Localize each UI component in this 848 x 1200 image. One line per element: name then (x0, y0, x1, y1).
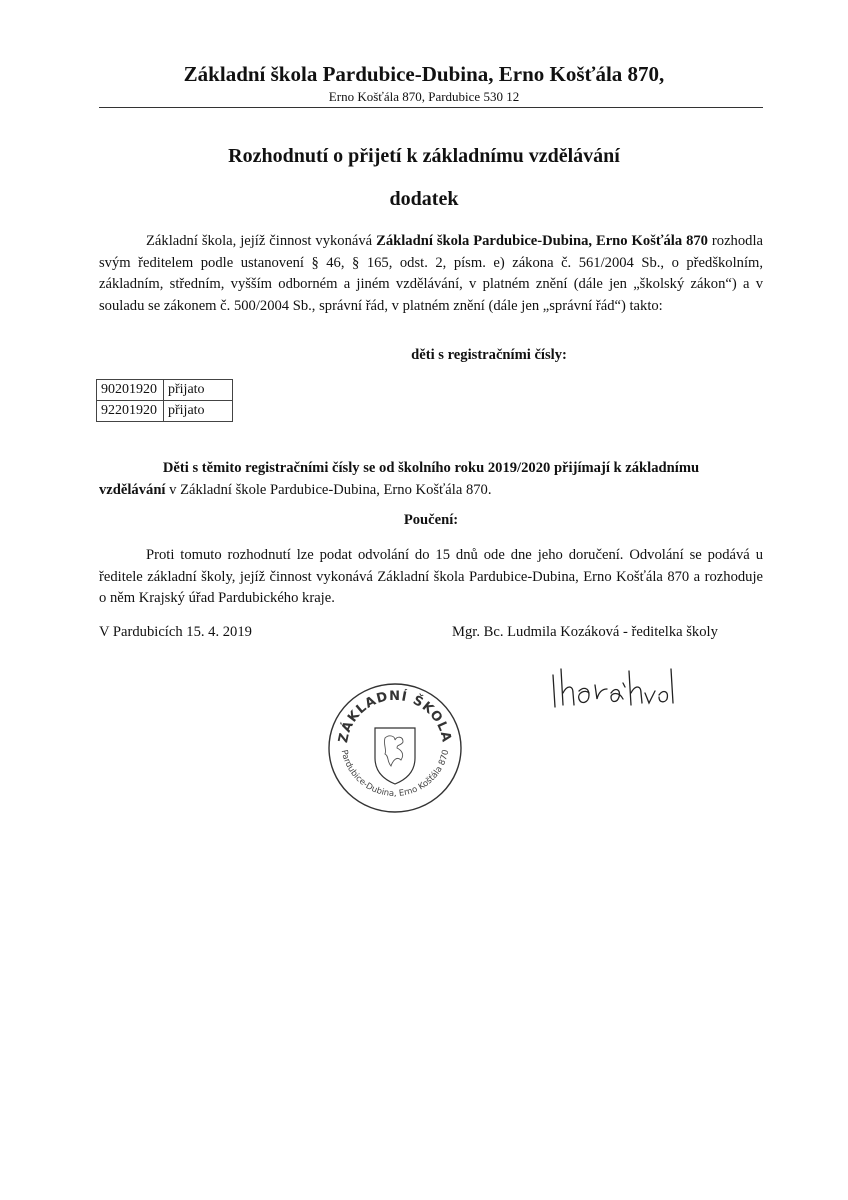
stamp-top-text: ZÁKLADNÍ ŠKOLA (336, 688, 454, 745)
document-title: Rozhodnutí o přijetí k základnímu vzdělávání (228, 145, 620, 167)
intro-paragraph (99, 231, 763, 317)
decision-rest: v Základní škole Pardubice-Dubina, Erno Košťála 870. (165, 481, 492, 498)
instruction-heading: Poučení: (403, 512, 459, 528)
registration-status: přijato (164, 401, 233, 422)
signer-name: Mgr. Bc. Ludmila Kozáková - ředitelka školy (452, 624, 718, 640)
instruction-text: Proti tomuto rozhodnutí lze podat odvolání do 15 dnů ode dne jeho doručení. Odvolání se podává u ředitele základní školy, jejíž činnost vykonává Základní škola Pardubice-Dubina, Erno Košťála 870 a rozhoduje o něm Krajský úřad Pardubického kraje. (99, 547, 763, 606)
header-divider (99, 107, 763, 108)
children-label: děti s registračními čísly: (411, 347, 567, 363)
decision-paragraph (99, 458, 763, 501)
registration-number: 92201920 (97, 401, 164, 422)
document-subtitle: dodatek (389, 188, 459, 210)
intro-school-name: Základní škola Pardubice-Dubina, Erno Košťála 870 (376, 233, 708, 249)
lion-icon (384, 736, 403, 766)
instruction-paragraph (99, 545, 763, 610)
handwritten-signature (545, 655, 685, 715)
intro-text-part2: rozhodla svým ředitelem podle ustanovení § 46, § 165, odst. 2, písm. e) zákona č. 561/2004 Sb., o předškolním, základním, středním, vyšším odborném a jiném vzdělávání, v platném znění (dále jen „školský zákon“) a v souladu se zákonem č. 500/2004 Sb., správní řád, v platném znění (dále jen „správní řád“) takto: (99, 233, 763, 314)
registration-number: 90201920 (97, 380, 164, 401)
school-address: Erno Košťála 870, Pardubice 530 12 (328, 89, 520, 104)
decision-bold-line: Děti s těmito registračními čísly se od školního roku 2019/2020 přijímají k základnímu (162, 460, 700, 476)
place-and-date: V Pardubicích 15. 4. 2019 (99, 624, 252, 640)
registration-status: přijato (164, 380, 233, 401)
registration-table (96, 379, 233, 422)
intro-text-part1: Základní škola, jejíž činnost vykonává (146, 233, 377, 249)
school-stamp (325, 678, 465, 818)
table-row (97, 401, 233, 422)
school-name-heading: Základní škola Pardubice-Dubina, Erno Košťála 870, (183, 62, 665, 86)
table-row (97, 380, 233, 401)
coat-of-arms-shield-icon (375, 728, 415, 784)
stamp-bottom-text: Pardubice-Dubina, Erno Košťála 870 (338, 748, 452, 800)
decision-bold-word: vzdělávání (99, 481, 166, 498)
